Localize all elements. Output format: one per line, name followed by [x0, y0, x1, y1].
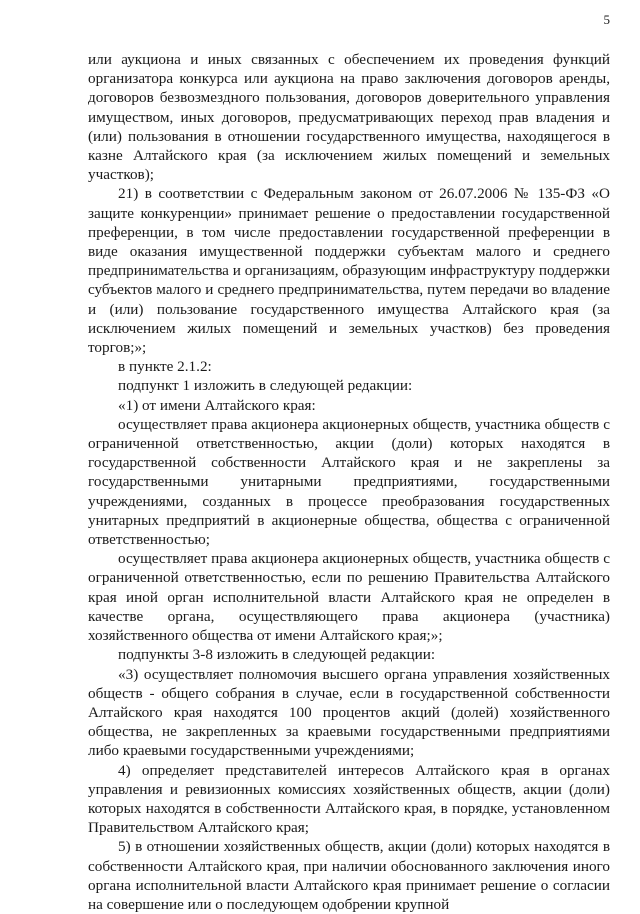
paragraph-item-21: 21) в соответствии с Федеральным законом от 26.07.2006 № 135-ФЗ «О защите конкуренции» принимает решение о предоставлении государственной преференции, в том числе предоставлении государственной преференции в виде оказания имущественной поддержки субъектам малого и среднего предпринимательства и организациям, образующим инфраструктуру поддержки субъектов малого и среднего предпринимательства, путем передачи во владение и (или) пользование государственного имущества Алтайского края (за исключением жилых помещений и земельных участков) без проведения торгов;»;: [88, 185, 610, 357]
paragraph-point-2-1-2: в пункте 2.1.2:: [118, 358, 212, 376]
paragraph-continuation: или аукциона и иных связанных с обеспечением их проведения функций организатора конкурса или аукциона на право заключения договоров аренды, договоров безвозмездного пользования, договоров доверительного управления имуществом, иных договоров, предусматривающих переход прав владения и (или) пользования в отношении государственного имущества, находящегося в казне Алтайского края (за исключением жилых помещений и земельных участков);: [88, 51, 610, 184]
paragraph-subpoint-1-heading: «1) от имени Алтайского края:: [118, 396, 316, 414]
paragraph-item-3: «3) осуществляет полномочия высшего органа управления хозяйственных обществ - общего собрания в случае, если в государственной собственности Алтайского края находятся 100 процентов акций (долей) хозяйственного общества, не закрепленных за краевыми государственными предприятиями либо краевыми государственными учреждениями;: [88, 665, 610, 760]
paragraph-item-5: 5) в отношении хозяйственных обществ, акции (доли) которых находятся в собственности Алтайского края, при наличии обоснованного заключения иного органа исполнительной власти Алтайского края принимает решение о согласии на совершение или о последующем одобрении крупной: [88, 838, 610, 913]
paragraph-subpoints-3-8-intro: подпункты 3-8 изложить в следующей редакции:: [118, 646, 436, 664]
paragraph-shareholder-rights-2: осуществляет права акционера акционерных обществ, участника обществ с ограниченной ответственностью, если по решению Правительства Алтайского края иной орган исполнительной власти Алтайского края не определен в качестве органа, осуществляющего права акционера (участника) хозяйственного общества от имени Алтайского края;»;: [88, 550, 610, 645]
document-body: [88, 50, 610, 914]
paragraph-shareholder-rights-1: осуществляет права акционера акционерных обществ, участника обществ с ограниченной ответственностью, акции (доли) которых находятся в государственной собственности Алтайского края и не закреплены за государственными унитарными предприятиями, государственными учреждениями, созданных в процессе преобразования государственных унитарных предприятий в акционерные общества, общества с ограниченной ответственностью;: [88, 415, 610, 549]
page-number: 5: [603, 12, 610, 27]
paragraph-item-4: 4) определяет представителей интересов Алтайского края в органах управления и ревизионных комиссиях хозяйственных обществ, акции (доли) которых находятся в собственности Алтайского края, в порядке, установленном Правительством Алтайского края;: [88, 761, 610, 837]
paragraph-subpoint-1-intro: подпункт 1 изложить в следующей редакции:: [118, 377, 413, 395]
